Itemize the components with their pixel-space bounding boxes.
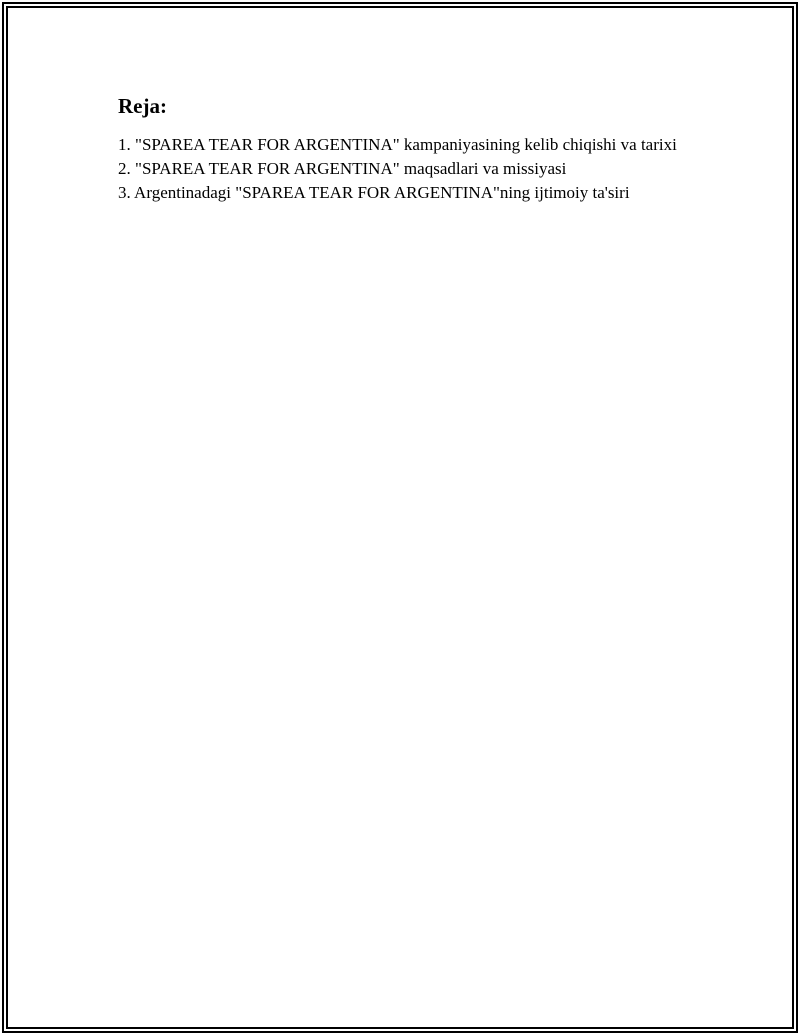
plan-heading: Reja: [118,94,167,118]
page-content [118,93,698,205]
plan-item-3: 3. Argentinadagi "SPAREA TEAR FOR ARGENTINA"ning ijtimoiy ta'siri [118,183,630,202]
plan-item-2: 2. "SPAREA TEAR FOR ARGENTINA" maqsadlari va missiyasi [118,159,567,178]
plan-list [118,133,698,205]
plan-item-1: 1. "SPAREA TEAR FOR ARGENTINA" kampaniyasining kelib chiqishi va tarixi [118,135,677,154]
